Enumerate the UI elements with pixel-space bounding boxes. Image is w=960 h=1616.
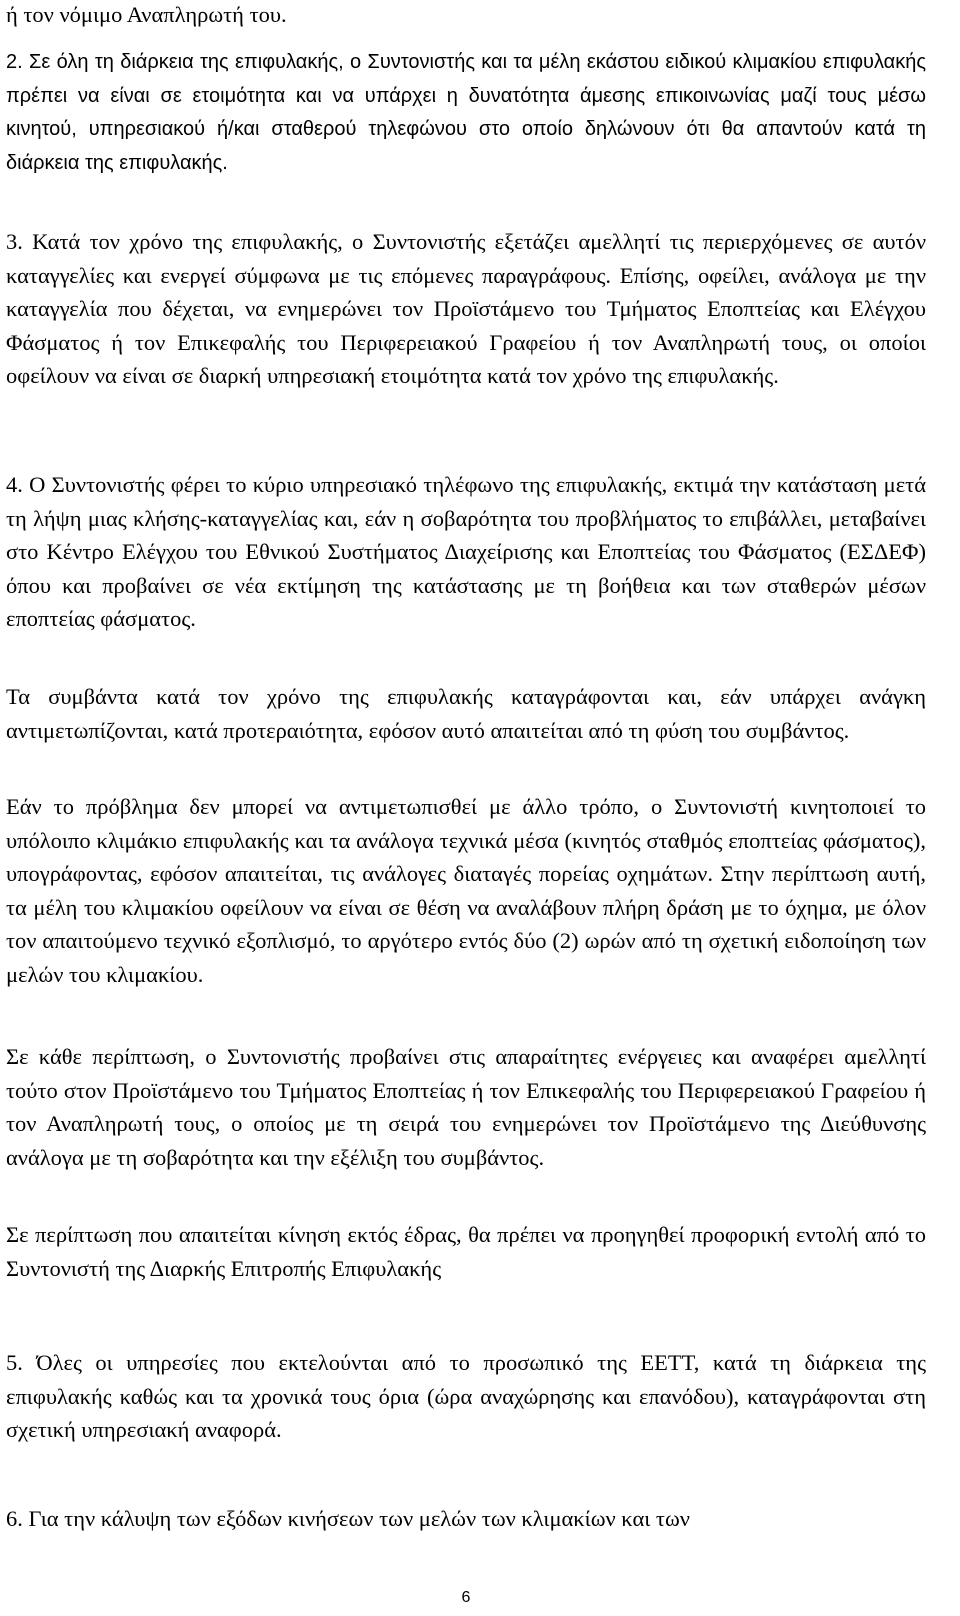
- paragraph-travel: Σε περίπτωση που απαιτείται κίνηση εκτός έδρας, θα πρέπει να προηγηθεί προφορική εντολή από το Συντονιστή της Διαρκής Επιτροπής Επιφυλακής: [6, 1222, 926, 1281]
- paragraph-2: 2. Σε όλη τη διάρκεια της επιφυλακής, ο Συντονιστής και τα μέλη εκάστου ειδικού κλιμακίου επιφυλακής πρέπει να είναι σε ετοιμότητα και να υπάρχει η δυνατότητα άμεσης επικοινωνίας μαζί τους μέσω κινητού, υπηρεσιακού ή/και σταθερού τηλεφώνου στο οποίο δηλώνουν ότι θα απαντούν κατά τη διάρκεια της επιφυλακής.: [6, 51, 926, 174]
- paragraph-mobilization: Εάν το πρόβλημα δεν μπορεί να αντιμετωπισθεί με άλλο τρόπο, ο Συντονιστή κινητοποιεί το υπόλοιπο κλιμάκιο επιφυλακής και τα ανάλογα τεχνικά μέσα (κινητός σταθμός εποπτείας φάσματος), υπογράφοντας, εφόσον απαιτείται, τις ανάλογες διαταγές πορείας οχημάτων. Στην περίπτωση αυτή, τα μέλη του κλιμακίου οφείλουν να είναι σε θέση να αναλάβουν πλήρη δράση με το όχημα, με όλον τον απαιτούμενο τεχνικό εξοπλισμό, το αργότερο εντός δύο (2) ωρών από τη σχετική ειδοποίηση των μελών του κλιμακίου.: [6, 794, 926, 987]
- paragraph-5: 5. Όλες οι υπηρεσίες που εκτελούνται από το προσωπικό της ΕΕΤΤ, κατά τη διάρκεια της επιφυλακής καθώς και τα χρονικά τους όρια (ώρα αναχώρησης και επανόδου), καταγράφονται στη σχετική υπηρεσιακή αναφορά.: [6, 1350, 926, 1443]
- page-number: 6: [461, 1589, 471, 1606]
- paragraph-continuation: ή τον νόμιμο Αναπληρωτή του.: [6, 2, 287, 27]
- paragraph-4: 4. Ο Συντονιστής φέρει το κύριο υπηρεσιακό τηλέφωνο της επιφυλακής, εκτιμά την κατάσταση μετά τη λήψη μιας κλήσης-καταγγελίας και, εάν η σοβαρότητα του προβλήματος το επιβάλλει, μεταβαίνει στο Κέντρο Ελέγχου του Εθνικού Συστήματος Διαχείρισης και Εποπτείας του Φάσματος (ΕΣΔΕΦ) όπου και προβαίνει σε νέα εκτίμηση της κατάστασης με τη βοήθεια και των σταθερών μέσων εποπτείας φάσματος.: [6, 472, 926, 632]
- paragraph-6: 6. Για την κάλυψη των εξόδων κινήσεων των μελών των κλιμακίων και των: [6, 1506, 690, 1531]
- paragraph-reporting: Σε κάθε περίπτωση, ο Συντονιστής προβαίνει στις απαραίτητες ενέργειες και αναφέρει αμελλητί τούτο στον Προϊστάμενο του Τμήματος Εποπτείας ή τον Επικεφαλής του Περιφερειακού Γραφείου ή τον Αναπληρωτή τους, ο οποίος με τη σειρά του ενημερώνει τον Προϊστάμενο της Διεύθυνσης ανάλογα με τη σοβαρότητα και την εξέλιξη του συμβάντος.: [6, 1044, 926, 1170]
- paragraph-3: 3. Κατά τον χρόνο της επιφυλακής, ο Συντονιστής εξετάζει αμελλητί τις περιερχόμενες σε αυτόν καταγγελίες και ενεργεί σύμφωνα με τις επόμενες παραγράφους. Επίσης, οφείλει, ανάλογα με την καταγγελία που δέχεται, να ενημερώνει τον Προϊστάμενο του Τμήματος Εποπτείας και Ελέγχου Φάσματος ή τον Επικεφαλής του Περιφερειακού Γραφείου ή τον Αναπληρωτή τους, οι οποίοι οφείλουν να είναι σε διαρκή υπηρεσιακή ετοιμότητα κατά τον χρόνο της επιφυλακής.: [6, 229, 926, 389]
- paragraph-incidents: Τα συμβάντα κατά τον χρόνο της επιφυλακής καταγράφονται και, εάν υπάρχει ανάγκη αντιμετωπίζονται, κατά προτεραιότητα, εφόσον αυτό απαιτείται από τη φύση του συμβάντος.: [6, 684, 926, 743]
